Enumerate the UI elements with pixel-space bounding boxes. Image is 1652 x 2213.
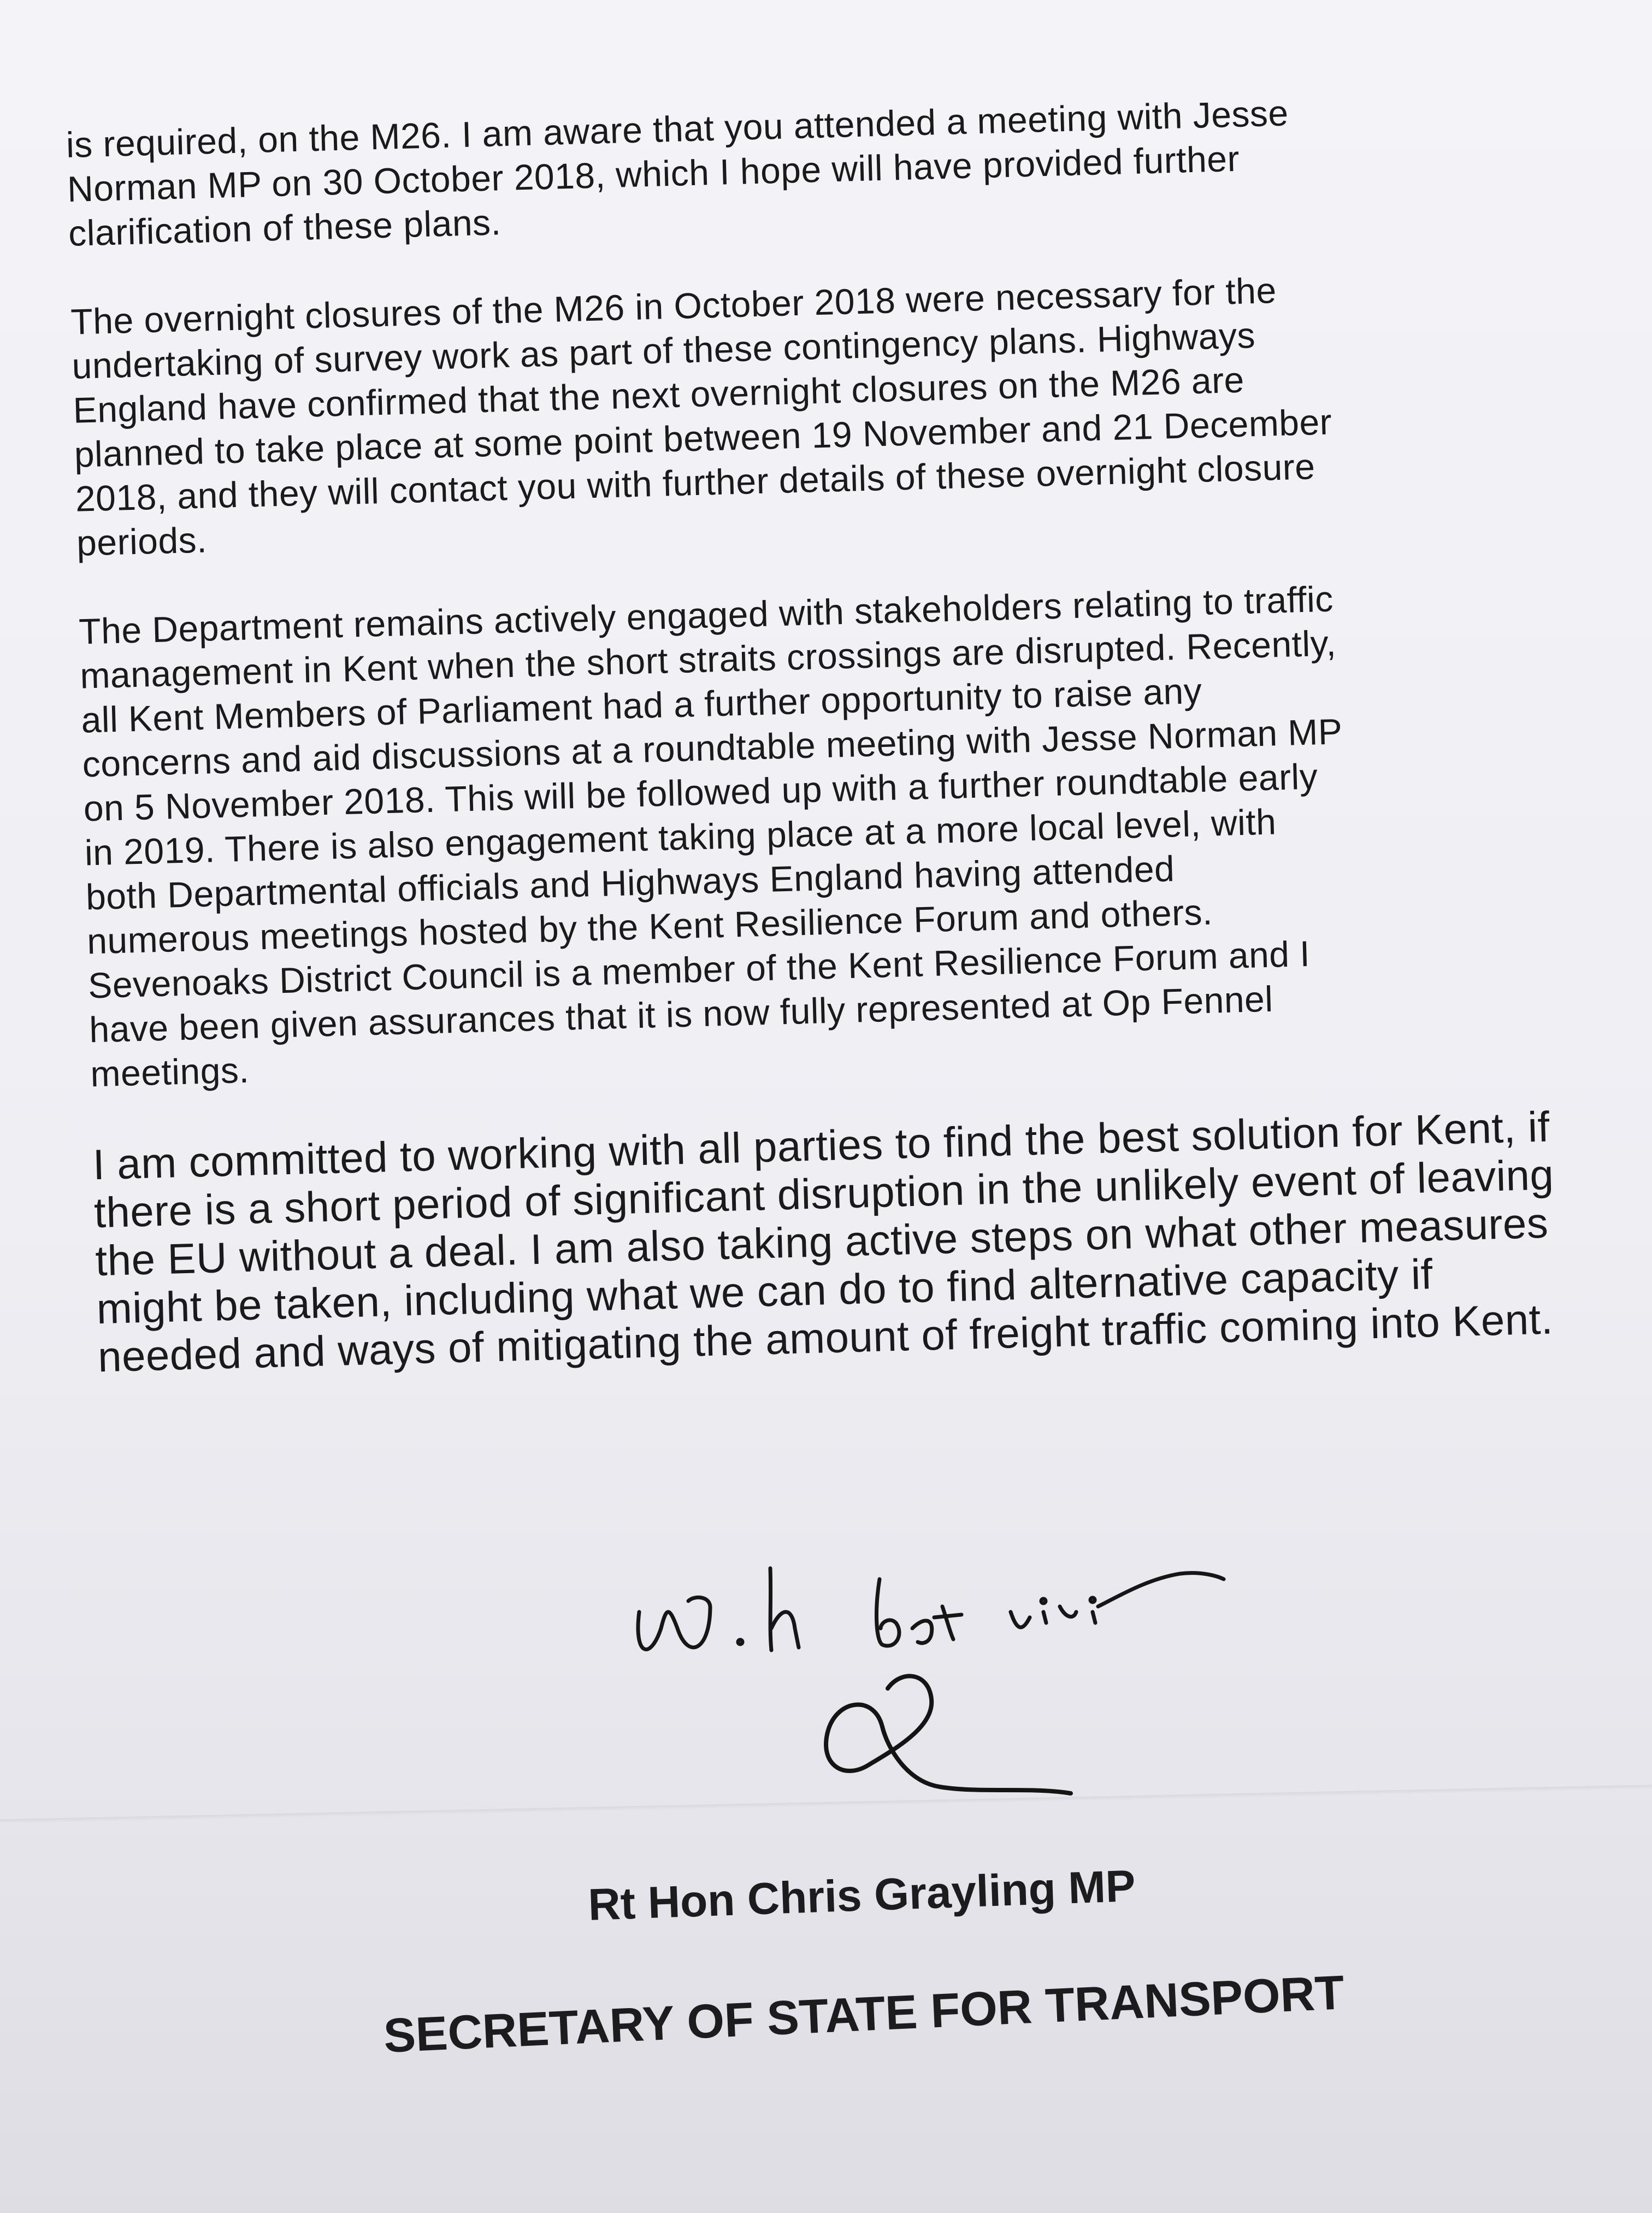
paragraph-1: is required, on the M26. I am aware that you attended a meeting with Jesse Norman MP on 30 October 2018, which I hope will have provided further clarification of these plans. xyxy=(66,92,1289,254)
signer-title: SECRETARY OF STATE FOR TRANSPORT xyxy=(382,1965,1346,2063)
signature-drawing xyxy=(814,1656,1098,1814)
signer-name: Rt Hon Chris Grayling MP xyxy=(587,1861,1136,1930)
paragraph-4: I am committed to working with all parties to find the best solution for Kent, if there is a short period of significant disruption in the unlikely event of leaving the EU without a deal. I am also taking active steps on what other measures might be taken, including what we can do to find alternative capacity if needed and ways of mitigating the amount of freight traffic coming into Kent. xyxy=(92,1102,1555,1381)
handwritten-closing-drawing xyxy=(628,1546,1229,1667)
paragraph-3: The Department remains actively engaged with stakeholders relating to traffic management in Kent when the short straits crossings are disrupted. Recently, all Kent Members of Parliament had a further opportunity to raise any concerns and aid discussions at a roundtable meeting with Jesse Norman MP on 5 November 2018. This will be followed up with a further roundtable early in 2019. There is also engagement taking place at a more local level, with both Departmental officials and Highways England having attended numerous meetings hosted by the Kent Resilience Forum and others. Sevenoaks District Council is a member of the Kent Resilience Forum and I have been given assurances that it is now fully represented at Op Fennel meetings. xyxy=(78,578,1343,1094)
letter-body xyxy=(66,83,1645,1425)
paragraph-2: The overnight closures of the M26 in October 2018 were necessary for the undertaking of survey work as part of these contingency plans. Highways England have confirmed that the next overnight closures on the M26 are planned to take place at some point between 19 November and 21 December 2018, and they will contact you with further details of these overnight closure periods. xyxy=(70,270,1333,563)
signature xyxy=(814,1656,1098,1814)
handwritten-closing xyxy=(628,1546,1229,1667)
